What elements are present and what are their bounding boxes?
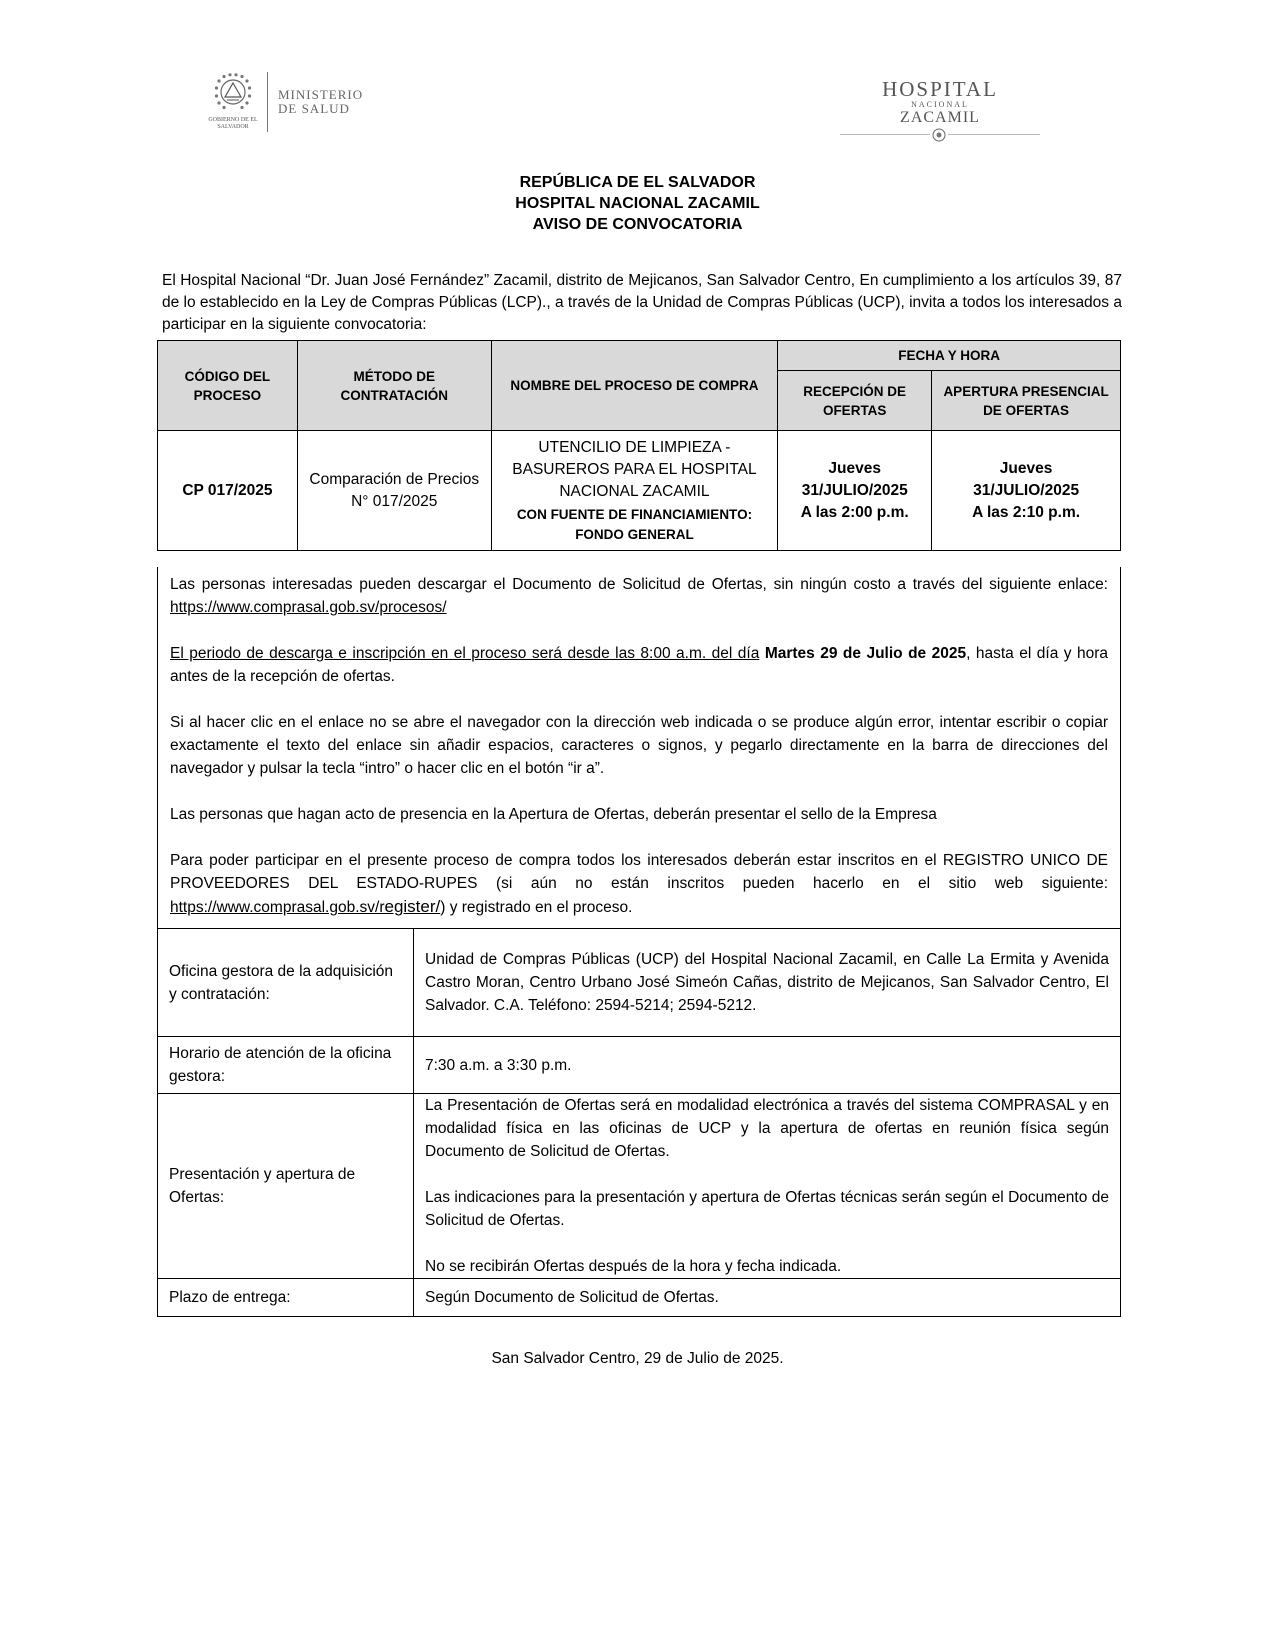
hospital-logo — [840, 78, 1040, 144]
header-name: NOMBRE DEL PROCESO DE COMPRA — [491, 341, 778, 431]
national-seal-icon — [213, 73, 253, 115]
cell-name-text: UTENCILIO DE LIMPIEZA - BASUREROS PARA EL HOSPITAL NACIONAL ZACAMIL — [512, 438, 757, 500]
header-date-group: FECHA Y HORA — [778, 341, 1121, 371]
seal-caption: GOBIERNO DE EL SALVADOR — [208, 117, 258, 130]
hospital-logo-rule — [840, 126, 1040, 144]
register-text: Para poder participar en el presente proceso de compra todos los interesados deberán estar inscritos en el REGISTRO UNICO DE PROVEEDORES DEL ESTADO-RUPES (si aún no están inscritos pueden hacerlo en el sitio web siguiente: — [170, 852, 1108, 892]
period-rest: , hasta el día y hora antes de la recepción de ofertas. — [170, 645, 1109, 685]
info-table — [157, 928, 1121, 1317]
office-value: Unidad de Compras Públicas (UCP) del Hospital Nacional Zacamil, en Calle La Ermita y Avenida Castro Moran, Centro Urbano José Simeón Cañas, distrito de Mejicanos, San Salvador Centro, El Salvador. C.A. Teléfono: 2594-5214; 2594-5212. — [414, 929, 1121, 1037]
table-row — [158, 929, 1121, 1037]
hospital-logo-name: ZACAMIL — [900, 109, 980, 126]
opening-time: A las 2:10 p.m. — [972, 503, 1081, 521]
error-help-paragraph: Si al hacer clic en el enlace no se abre el navegador con la dirección web indicada o se produce algún error, intentar escribir o copiar exactamente el texto del enlace sin añadir espacios, caracteres o signos, y pegarlo directamente en la barra de direcciones del navegador y pulsar la tecla “intro” o hacer clic en el botón “ir a”. — [170, 714, 1108, 777]
cell-code: CP 017/2025 — [158, 431, 298, 551]
register-end: ) y registrado en el proceso. — [440, 899, 633, 916]
period-underlined: El periodo de descarga e inscripción en el proceso será desde las 8:00 a.m. del día — [170, 645, 760, 662]
process-table — [157, 340, 1121, 551]
cell-reception — [778, 431, 932, 551]
header-reception: RECEPCIÓN DE OFERTAS — [778, 371, 932, 431]
cell-opening — [932, 431, 1121, 551]
title-republic: REPÚBLICA DE EL SALVADOR — [519, 174, 756, 191]
hours-label: Horario de atención de la oficina gestora: — [158, 1037, 414, 1094]
presentation-value — [414, 1094, 1121, 1279]
register-link-b: egister/ — [384, 897, 441, 916]
download-paragraph — [170, 573, 1108, 619]
reception-time: A las 2:00 p.m. — [800, 503, 909, 521]
hospital-logo-main: HOSPITAL — [882, 77, 998, 101]
opening-date: 31/JULIO/2025 — [973, 481, 1080, 499]
register-link[interactable] — [170, 899, 440, 916]
cell-funding: CON FUENTE DE FINANCIAMIENTO: FONDO GENERAL — [516, 506, 753, 542]
delivery-value: Según Documento de Solicitud de Ofertas. — [414, 1279, 1121, 1317]
office-label: Oficina gestora de la adquisición y contratación: — [158, 929, 414, 1037]
register-paragraph — [170, 849, 1108, 919]
title-notice: AVISO DE CONVOCATORIA — [532, 216, 743, 233]
government-seal — [207, 73, 259, 131]
register-link-a: https://www.comprasal.gob.sv/r — [170, 899, 385, 916]
ministry-name — [278, 88, 363, 116]
hours-value: 7:30 a.m. a 3:30 p.m. — [414, 1037, 1121, 1094]
hospital-logo-sub: NACIONAL — [911, 100, 969, 109]
cell-method: Comparación de Precios N° 017/2025 — [297, 431, 491, 551]
header-code: CÓDIGO DEL PROCESO — [158, 341, 298, 431]
ministry-logo — [207, 72, 363, 132]
opening-day: Jueves — [999, 459, 1053, 477]
table-row — [158, 1037, 1121, 1094]
reception-date: 31/JULIO/2025 — [801, 481, 908, 499]
logo-divider — [267, 72, 268, 132]
presentation-p1: La Presentación de Ofertas será en modalidad electrónica a través del sistema COMPRASAL y en modalidad física en las oficinas de UCP y la apertura de ofertas en reunión física según Documento de Solicitud de Ofertas. — [425, 1097, 1109, 1160]
title-hospital: HOSPITAL NACIONAL ZACAMIL — [515, 195, 760, 212]
table-row — [158, 1094, 1121, 1279]
cell-name — [491, 431, 778, 551]
period-date: Martes 29 de Julio de 2025 — [764, 645, 967, 662]
ministry-line-1: MINISTERIO — [278, 87, 364, 102]
place-date: San Salvador Centro, 29 de Julio de 2025. — [491, 1350, 784, 1367]
ministry-line-2: DE SALUD — [278, 101, 350, 116]
header-opening: APERTURA PRESENCIAL DE OFERTAS — [932, 371, 1121, 431]
notice-box — [157, 567, 1121, 929]
presentation-p3: No se recibirán Ofertas después de la hora y fecha indicada. — [425, 1258, 842, 1275]
table-row — [158, 1279, 1121, 1317]
presence-paragraph: Las personas que hagan acto de presencia en la Apertura de Ofertas, deberán presentar el sello de la Empresa — [170, 806, 937, 823]
period-paragraph — [170, 642, 1108, 688]
document-title — [0, 172, 1275, 235]
hospital-emblem-icon — [930, 126, 948, 144]
download-link[interactable]: https://www.comprasal.gob.sv/procesos/ — [170, 599, 447, 616]
header-method: MÉTODO DE CONTRATACIÓN — [297, 341, 491, 431]
intro-paragraph: El Hospital Nacional “Dr. Juan José Fernández” Zacamil, distrito de Mejicanos, San Salvador Centro, En cumplimiento a los artículos 39, 87 de lo establecido en la Ley de Compras Públicas (LCP)., a través de la Unidad de Compras Públicas (UCP), invita a todos los interesados a participar en la siguiente convocatoria: — [162, 272, 1122, 333]
presentation-label: Presentación y apertura de Ofertas: — [158, 1094, 414, 1279]
download-text: Las personas interesadas pueden descargar el Documento de Solicitud de Ofertas, sin ningún costo a través del siguiente enlace: — [170, 576, 1108, 593]
delivery-label: Plazo de entrega: — [158, 1279, 414, 1317]
presentation-p2: Las indicaciones para la presentación y apertura de Ofertas técnicas serán según el Documento de Solicitud de Ofertas. — [425, 1189, 1109, 1229]
reception-day: Jueves — [828, 459, 881, 477]
